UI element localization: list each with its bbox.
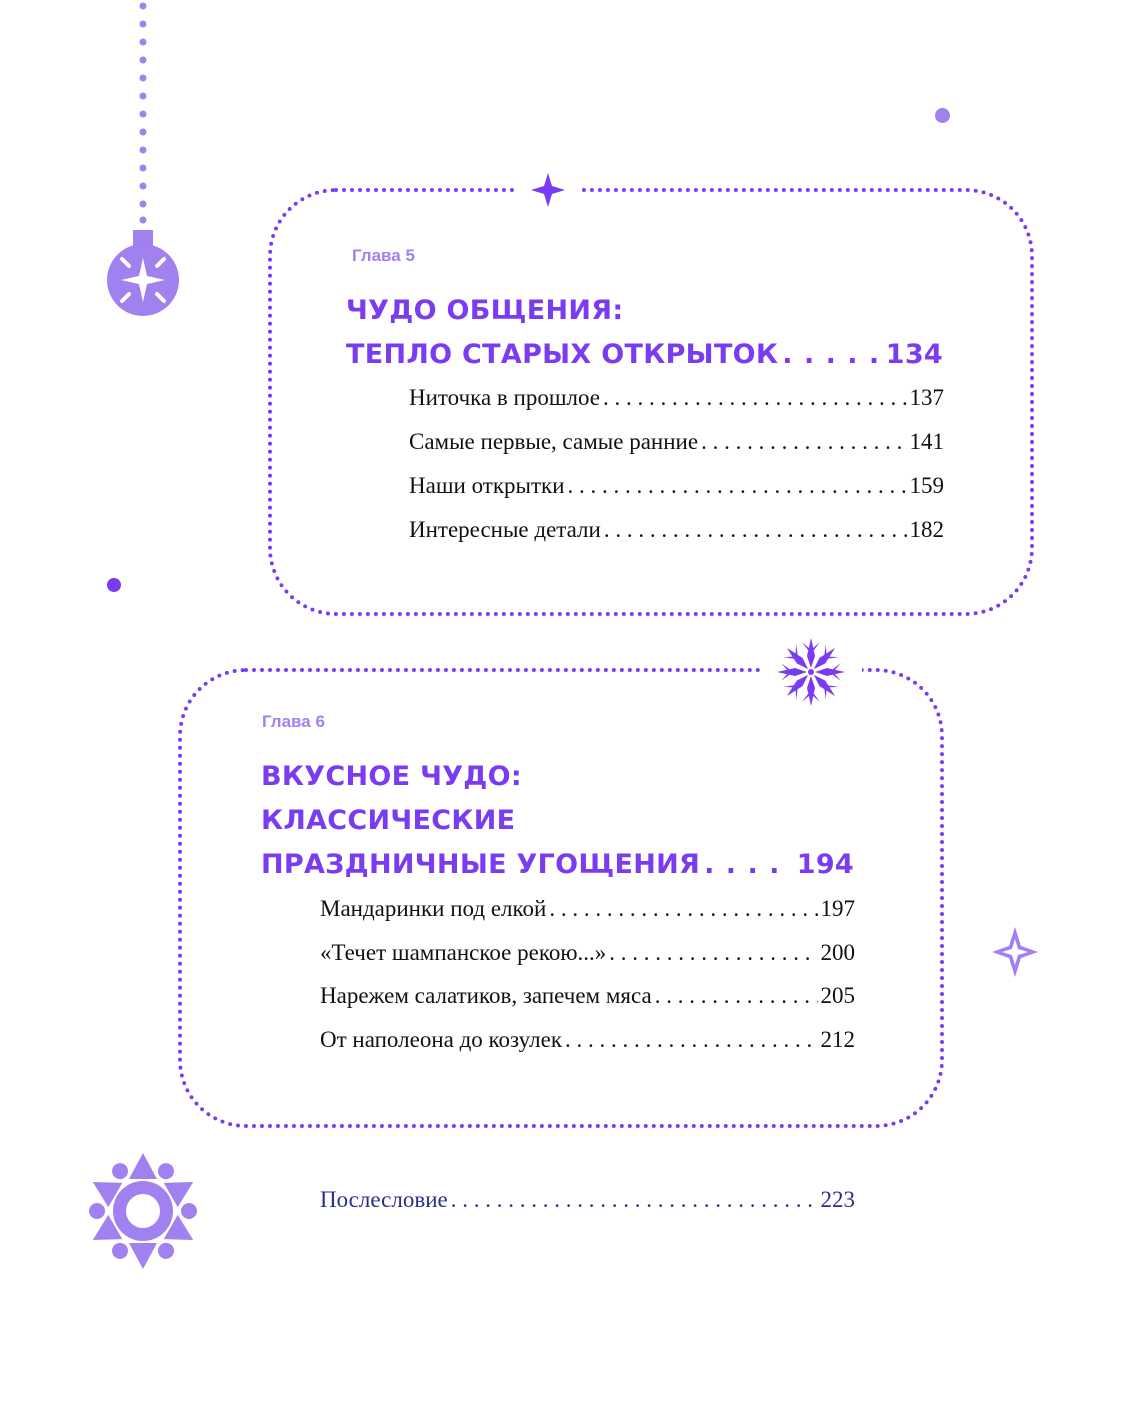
dot-leader bbox=[655, 983, 818, 1009]
toc-entry[interactable] bbox=[320, 896, 855, 922]
chapter5-title-line2: ТЕПЛО СТАРЫХ ОТКРЫТОК bbox=[346, 339, 779, 370]
dot-leader bbox=[609, 940, 817, 966]
toc-entry-page: 200 bbox=[820, 940, 855, 965]
toc-entry-title: От наполеона до козулек bbox=[320, 1027, 562, 1052]
toc-entry-page: 137 bbox=[909, 385, 944, 410]
toc-entry-page: 159 bbox=[909, 473, 944, 498]
toc-entry-page: 223 bbox=[820, 1187, 855, 1212]
dot-leader bbox=[604, 517, 907, 543]
toc-entry[interactable] bbox=[320, 1027, 855, 1053]
chapter5-title bbox=[346, 289, 943, 377]
dot-leader bbox=[568, 473, 907, 499]
toc-entry-title: Интересные детали bbox=[409, 517, 601, 542]
chapter6-title-line2: КЛАССИЧЕСКИЕ bbox=[261, 805, 516, 836]
toc-entry-title: Ниточка в прошлое bbox=[409, 385, 601, 410]
toc-entry[interactable] bbox=[409, 429, 944, 455]
dot-leader bbox=[701, 429, 906, 455]
star-flower-icon bbox=[82, 1150, 204, 1272]
dot-leader bbox=[565, 1027, 818, 1053]
chapter6-page: 194 bbox=[796, 849, 854, 880]
toc-entry-page: 212 bbox=[820, 1027, 855, 1052]
toc-entry[interactable] bbox=[320, 983, 855, 1009]
chapter6-title bbox=[261, 755, 854, 887]
toc-entry-title: Наши открытки bbox=[409, 473, 565, 498]
toc-entry[interactable] bbox=[320, 940, 855, 966]
dot-leader bbox=[782, 333, 881, 377]
toc-entry-title: Самые первые, самые ранние bbox=[409, 429, 699, 454]
chapter6-title-line3: ПРАЗДНИЧНЫЕ УГОЩЕНИЯ bbox=[261, 849, 701, 880]
toc-entry-page: 197 bbox=[820, 896, 855, 921]
toc-entry-title: «Течет шампанское рекою...» bbox=[320, 940, 607, 965]
dot-icon bbox=[935, 108, 950, 123]
toc-entry-title: Послесловие bbox=[320, 1187, 448, 1212]
chapter5-title-line1: ЧУДО ОБЩЕНИЯ: bbox=[346, 295, 624, 326]
toc-entry[interactable] bbox=[409, 517, 944, 543]
toc-entry[interactable] bbox=[409, 473, 944, 499]
dot-icon bbox=[107, 578, 121, 592]
chapter6-title-row bbox=[261, 843, 854, 887]
sparkle-icon bbox=[531, 173, 565, 207]
sparkle-icon bbox=[990, 925, 1040, 979]
toc-entry-page: 141 bbox=[909, 429, 944, 454]
chapter6-label: Глава 6 bbox=[262, 712, 325, 731]
chapter5-title-row bbox=[346, 333, 943, 377]
chapter5-page: 134 bbox=[885, 339, 943, 370]
chapter6-title-line1: ВКУСНОЕ ЧУДО: bbox=[261, 761, 523, 792]
toc-entry-title: Нарежем салатиков, запечем мяса bbox=[320, 983, 652, 1008]
toc-entry-page: 205 bbox=[820, 983, 855, 1008]
dot-leader bbox=[549, 896, 817, 922]
dot-leader bbox=[451, 1187, 818, 1213]
chapter5-label: Глава 5 bbox=[352, 246, 415, 265]
toc-afterword[interactable] bbox=[320, 1187, 855, 1213]
toc-entry-page: 182 bbox=[909, 517, 944, 542]
dot-leader bbox=[704, 843, 793, 887]
ornament-icon bbox=[100, 0, 190, 325]
dot-leader bbox=[603, 385, 906, 411]
toc-entry-title: Мандаринки под елкой bbox=[320, 896, 547, 921]
snowflake-icon bbox=[776, 637, 846, 707]
toc-entry[interactable] bbox=[409, 385, 944, 411]
